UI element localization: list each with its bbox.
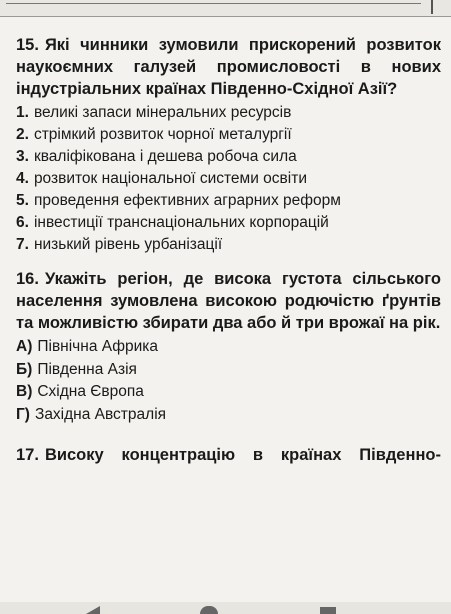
option-text: інвестиції транснаціональних корпорацій bbox=[33, 214, 329, 231]
option-1[interactable] bbox=[16, 102, 441, 124]
question-15-options bbox=[16, 102, 441, 256]
question-16-options bbox=[16, 336, 441, 426]
system-nav-bar bbox=[0, 602, 451, 614]
question-16-text: Укажіть регіон, де висока густота сільського населення зумовлена високою родючістю ґрунтів та можливістю збирати два або й три врожаї на рік. bbox=[16, 270, 441, 332]
option-text: Південна Азія bbox=[37, 360, 137, 378]
option-key: Г) bbox=[16, 405, 30, 423]
option-text: великі запаси мінеральних ресурсів bbox=[33, 104, 292, 121]
option-text: стрімкий розвиток чорної металургії bbox=[33, 126, 292, 143]
option-key: 4. bbox=[16, 170, 29, 187]
option-key: 6. bbox=[16, 214, 29, 231]
option-text: Західна Австралія bbox=[34, 405, 167, 423]
option-v[interactable] bbox=[16, 381, 441, 404]
option-key: В) bbox=[16, 383, 33, 400]
option-3[interactable] bbox=[16, 146, 441, 168]
question-15-number: 15. bbox=[16, 36, 39, 54]
divider-line bbox=[6, 3, 421, 4]
option-text: Північна Африка bbox=[37, 338, 159, 355]
option-5[interactable] bbox=[16, 190, 441, 212]
option-text: проведення ефективних аграрних реформ bbox=[33, 192, 341, 209]
option-key: 3. bbox=[16, 148, 29, 165]
option-key: 2. bbox=[16, 126, 29, 143]
option-2[interactable] bbox=[16, 124, 441, 146]
option-b[interactable] bbox=[16, 359, 441, 382]
question-16-prompt bbox=[16, 268, 441, 334]
option-key: 5. bbox=[16, 192, 29, 209]
option-6[interactable] bbox=[16, 212, 441, 234]
back-icon[interactable] bbox=[86, 606, 100, 614]
question-15-prompt bbox=[16, 34, 441, 100]
option-key: 7. bbox=[16, 236, 29, 253]
option-text: Східна Європа bbox=[37, 383, 144, 400]
question-17 bbox=[16, 444, 441, 466]
option-key: А) bbox=[16, 338, 33, 355]
option-text: кваліфікована і дешева робоча сила bbox=[33, 148, 297, 165]
option-7[interactable] bbox=[16, 234, 441, 256]
option-key: Б) bbox=[16, 360, 33, 378]
test-page bbox=[16, 34, 441, 466]
previous-page-edge bbox=[0, 0, 451, 17]
option-4[interactable] bbox=[16, 168, 441, 190]
option-h[interactable] bbox=[16, 404, 441, 427]
option-a[interactable] bbox=[16, 336, 441, 359]
page-corner-mark bbox=[431, 0, 433, 14]
question-17-number: 17. bbox=[16, 446, 39, 464]
recent-apps-icon[interactable] bbox=[320, 607, 336, 614]
home-icon[interactable] bbox=[200, 606, 218, 614]
question-15-text: Які чинники зумовили прискорений розвиток наукоємних галузей промисловості в нових індустріальних країнах Південно-Східної Азії? bbox=[16, 36, 441, 98]
question-17-prompt bbox=[16, 444, 441, 466]
question-15 bbox=[16, 34, 441, 256]
option-text: низький рівень урбанізації bbox=[33, 236, 223, 253]
question-16 bbox=[16, 268, 441, 426]
question-17-text: Високу концентрацію в країнах Південно- bbox=[44, 446, 441, 464]
option-key: 1. bbox=[16, 104, 29, 121]
question-16-number: 16. bbox=[16, 270, 39, 288]
option-text: розвиток національної системи освіти bbox=[33, 170, 307, 187]
